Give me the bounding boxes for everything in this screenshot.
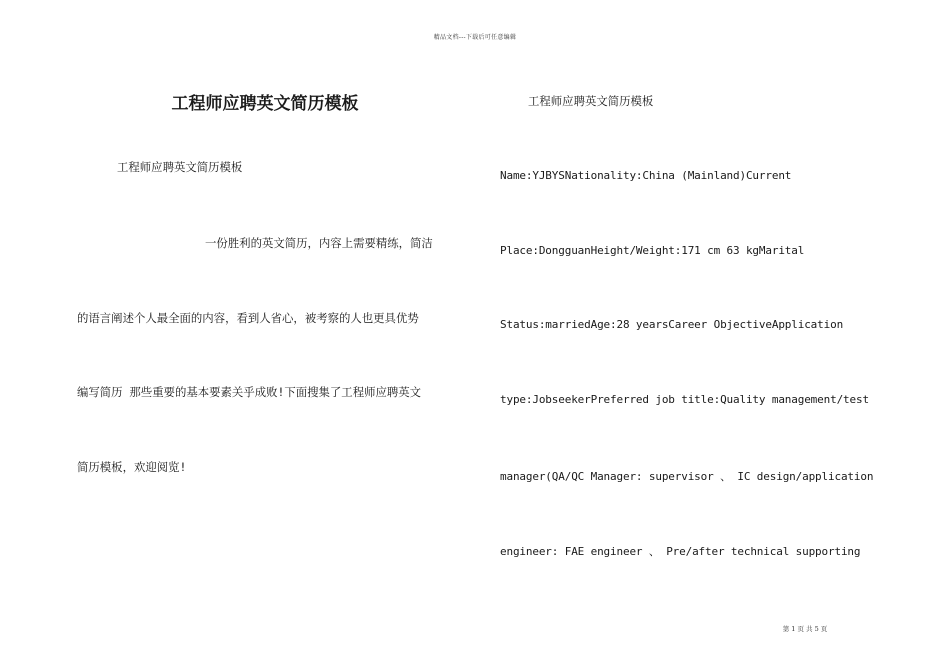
paragraph-line-1: 一份胜利的英文简历，内容上需要精练，简洁: [205, 236, 433, 250]
subtitle: 工程师应聘英文简历模板: [117, 160, 243, 174]
paragraph-line-2: 的语言阐述个人最全面的内容，看到人省心，被考察的人也更具优势: [77, 311, 419, 325]
page-number: 第 1 页 共 5 页: [782, 625, 828, 633]
resume-line-6: engineer: FAE engineer 、 Pre/after technical supporting: [500, 545, 861, 558]
resume-line-4: type:JobseekerPreferred job title:Quality management/test: [500, 393, 869, 406]
resume-line-3: Status:marriedAge:28 yearsCareer ObjectiveApplication: [500, 318, 844, 331]
resume-line-1: Name:YJBYSNationality:China (Mainland)Current: [500, 169, 792, 182]
paragraph-line-3: 编写简历 那些重要的基本要素关乎成败!下面搜集了工程师应聘英文: [77, 385, 422, 399]
resume-line-2: Place:DongguanHeight/Weight:171 cm 63 kgMarital: [500, 244, 805, 257]
paragraph-line-4: 简历模板，欢迎阅览!: [77, 460, 187, 474]
section-title: 工程师应聘英文简历模板: [528, 94, 654, 108]
resume-line-5: manager(QA/QC Manager: supervisor 、 IC design/application: [500, 470, 874, 483]
document-title: 工程师应聘英文简历模板: [171, 94, 359, 114]
page-header: 精品文档---下载后可任意编辑: [433, 34, 517, 41]
